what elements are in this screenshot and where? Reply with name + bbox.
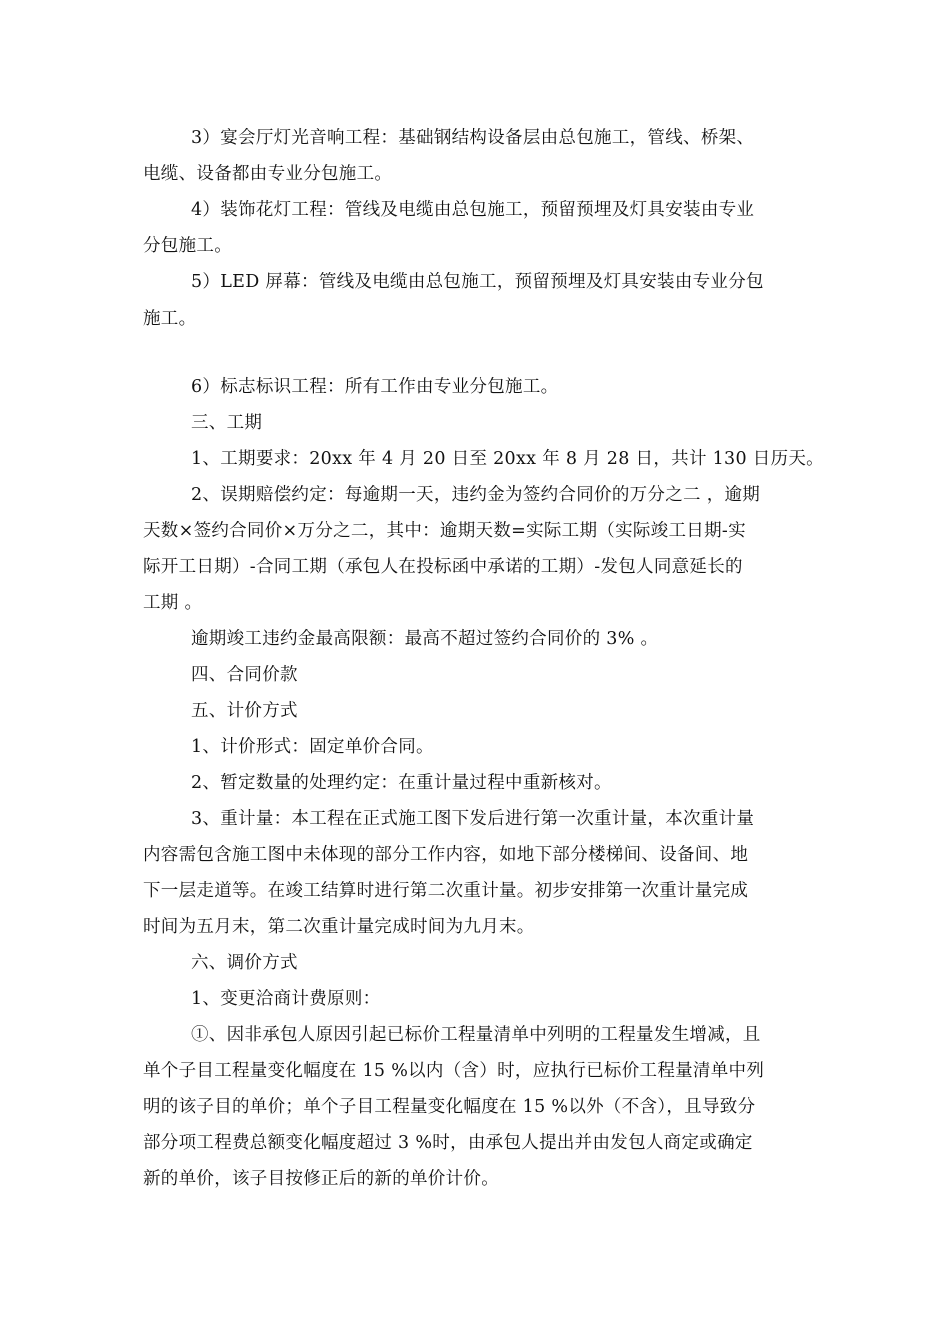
- para-decorative-lighting-line-2: 分包施工。: [143, 236, 232, 256]
- heading-construction-period: 三、工期: [191, 413, 263, 433]
- para-quantity-change-line-4: 部分项工程费总额变化幅度超过 3 %时，由承包人提出并由发包人商定或确定: [143, 1133, 753, 1153]
- para-remeasurement-line-3: 下一层走道等。在竣工结算时进行第二次重计量。初步安排第一次重计量完成: [143, 881, 749, 901]
- para-variation-principles: 1、变更洽商计费原则：: [191, 989, 381, 1009]
- para-delay-damages-line-1: 2、误期赔偿约定：每逾期一天，违约金为签约合同价的万分之二 ，逾期: [191, 485, 761, 505]
- para-delay-damages-line-3: 际开工日期）-合同工期（承包人在投标函中承诺的工期）-发包人同意延长的: [143, 557, 743, 577]
- para-remeasurement-line-4: 时间为五月末，第二次重计量完成时间为九月末。: [143, 917, 535, 937]
- para-decorative-lighting-line-1: 4）装饰花灯工程：管线及电缆由总包施工，预留预埋及灯具安装由专业: [191, 200, 755, 220]
- para-banquet-hall-av-line-2: 电缆、设备都由专业分包施工。: [143, 164, 393, 184]
- para-pricing-form: 1、计价形式：固定单价合同。: [191, 737, 434, 757]
- para-quantity-change-line-3: 明的该子目的单价；单个子目工程量变化幅度在 15 %以外（不含），且导致分: [143, 1097, 756, 1117]
- para-quantity-change-line-5: 新的单价，该子目按修正后的新的单价计价。: [143, 1169, 499, 1189]
- para-quantity-change-line-1: ①、因非承包人原因引起已标价工程量清单中列明的工程量发生增减，且: [191, 1025, 761, 1045]
- para-signage: 6）标志标识工程：所有工作由专业分包施工。: [191, 377, 559, 397]
- para-delay-damages-line-2: 天数×签约合同价×万分之二，其中：逾期天数=实际工期（实际竣工日期-实: [143, 521, 746, 541]
- para-provisional-quantities: 2、暂定数量的处理约定：在重计量过程中重新核对。: [191, 773, 612, 793]
- para-led-screen-line-2: 施工。: [143, 309, 197, 329]
- para-banquet-hall-av-line-1: 3）宴会厅灯光音响工程：基础钢结构设备层由总包施工，管线、桥架、: [191, 128, 755, 148]
- heading-pricing-method: 五、计价方式: [191, 701, 298, 721]
- heading-price-adjustment: 六、调价方式: [191, 953, 298, 973]
- para-max-penalty: 逾期竣工违约金最高限额：最高不超过签约合同价的 3% 。: [191, 629, 659, 649]
- para-period-requirement: 1、工期要求：20xx 年 4 月 20 日至 20xx 年 8 月 28 日，共计 130 日历天。: [191, 449, 824, 469]
- para-remeasurement-line-1: 3、重计量：本工程在正式施工图下发后进行第一次重计量，本次重计量: [191, 809, 755, 829]
- para-quantity-change-line-2: 单个子目工程量变化幅度在 15 %以内（含）时，应执行已标价工程量清单中列: [143, 1061, 765, 1081]
- para-led-screen-line-1: 5）LED 屏幕：管线及电缆由总包施工，预留预埋及灯具安装由专业分包: [191, 272, 764, 292]
- para-delay-damages-line-4: 工期 。: [143, 593, 203, 613]
- heading-contract-price: 四、合同价款: [191, 665, 298, 685]
- para-remeasurement-line-2: 内容需包含施工图中未体现的部分工作内容，如地下部分楼梯间、设备间、地: [143, 845, 749, 865]
